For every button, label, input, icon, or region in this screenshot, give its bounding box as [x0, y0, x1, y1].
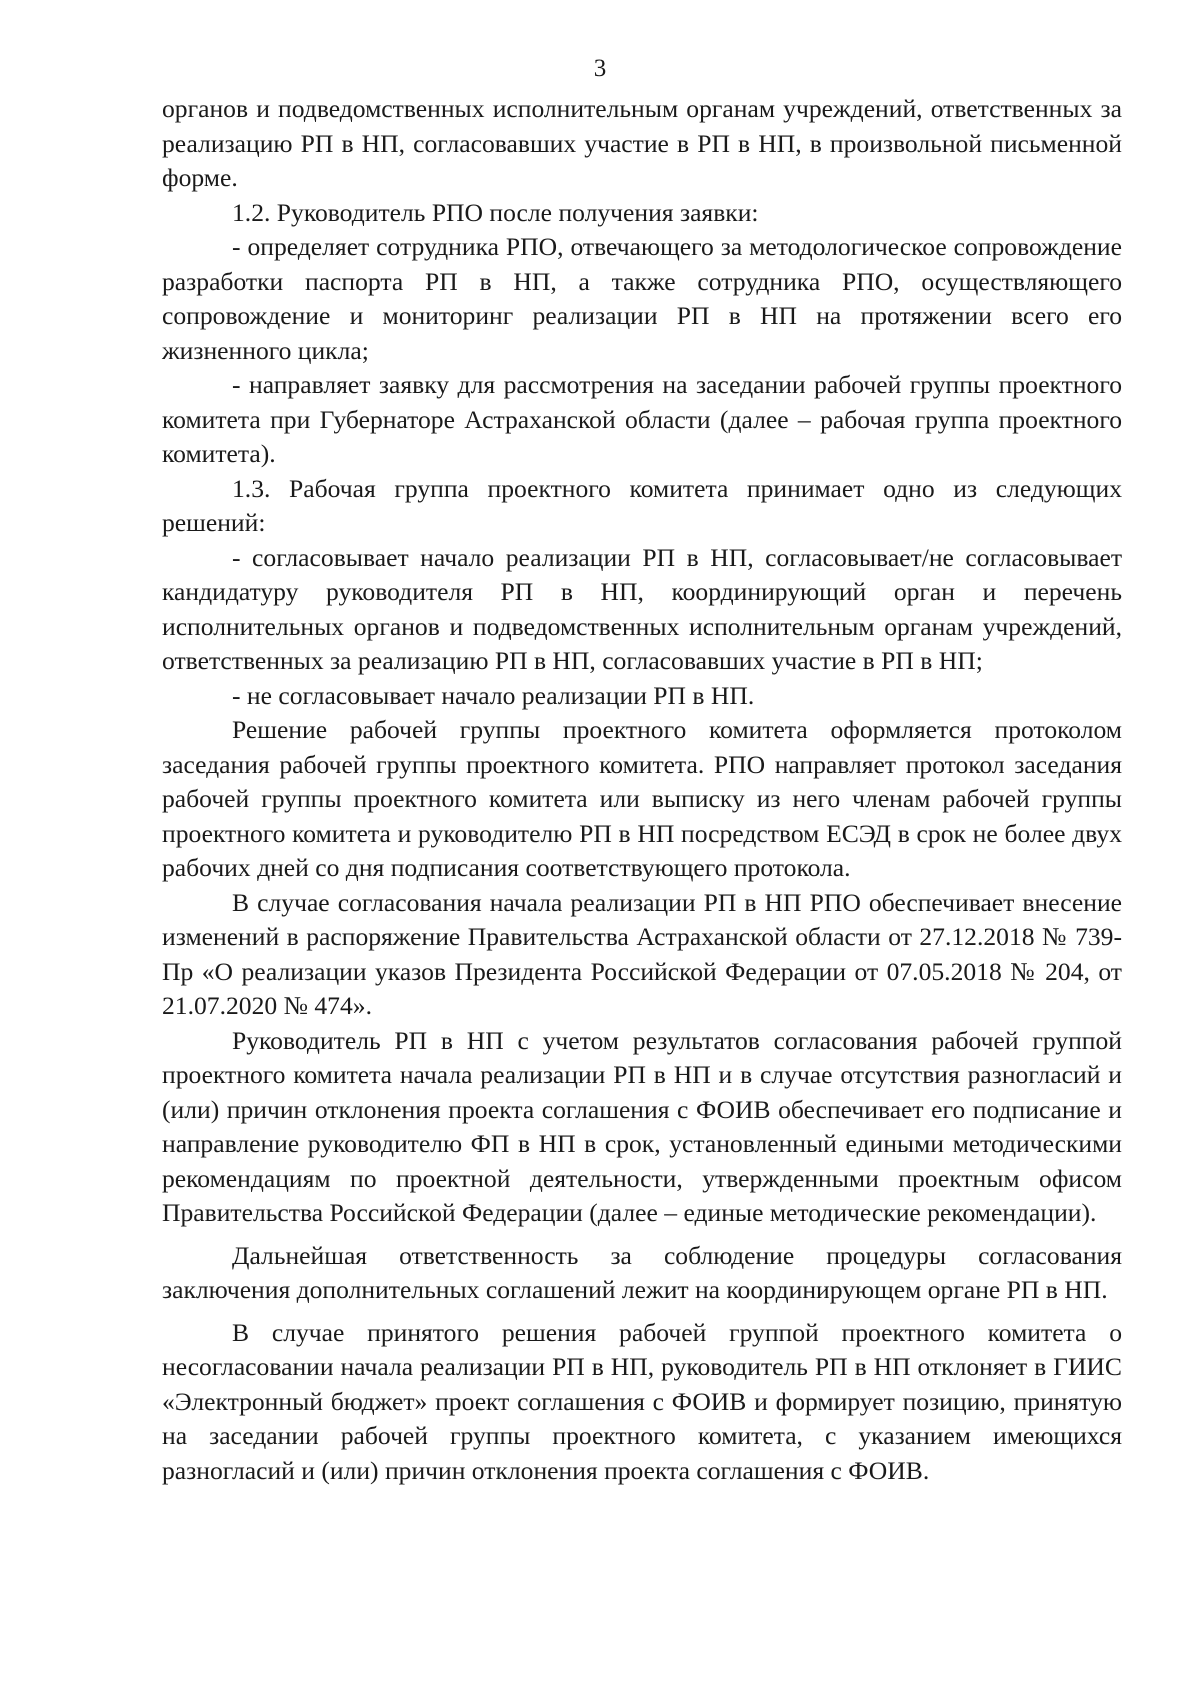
paragraph-clause-1-3: 1.3. Рабочая группа проектного комитета принимает одно из следующих решений:	[162, 473, 1122, 537]
paragraph-item-approves: - согласовывает начало реализации РП в НП, согласовывает/не согласовывает кандидатуру руководителя РП в НП, координирующий орган и перечень исполнительных органов и подведомственных исполнительным органам учреждений, ответственных за реализацию РП в НП, согласовавших участие в РП в НП;	[162, 542, 1122, 675]
paragraph-responsibility: Дальнейшая ответственность за соблюдение процедуры согласования заключения дополнительных соглашений лежит на координирующем органе РП в НП.	[162, 1240, 1122, 1304]
page-number: 3	[593, 55, 607, 82]
document-body	[162, 92, 1122, 1488]
paragraph-approval-changes: В случае согласования начала реализации РП в НП РПО обеспечивает внесение изменений в распоряжение Правительства Астраханской области от 27.12.2018 № 739-Пр «О реализации указов Президента Российской Федерации от 07.05.2018 № 204, от 21.07.2020 № 474».	[162, 887, 1122, 1020]
paragraph-item-determines: - определяет сотрудника РПО, отвечающего за методологическое сопровождение разработки паспорта РП в НП, а также сотрудника РПО, осуществляющего сопровождение и мониторинг реализации РП в НП на протяжении всего его жизненного цикла;	[162, 232, 1122, 365]
paragraph-clause-1-2: 1.2. Руководитель РПО после получения заявки:	[232, 197, 759, 227]
paragraph-decision-protocol: Решение рабочей группы проектного комитета оформляется протоколом заседания рабочей группы проектного комитета. РПО направляет протокол заседания рабочей группы проектного комитета или выписку из него членам рабочей группы проектного комитета и руководителю РП в НП посредством ЕСЭД в срок не более двух рабочих дней со дня подписания соответствующего протокола.	[162, 715, 1122, 882]
paragraph-rejection: В случае принятого решения рабочей группой проектного комитета о несогласовании начала реализации РП в НП, руководитель РП в НП отклоняет в ГИИС «Электронный бюджет» проект соглашения с ФОИВ и формирует позицию, принятую на заседании рабочей группы проектного комитета, с указанием имеющихся разногласий и (или) причин отклонения проекта соглашения с ФОИВ.	[162, 1317, 1122, 1485]
paragraph-item-sends: - направляет заявку для рассмотрения на заседании рабочей группы проектного комитета при Губернаторе Астраханской области (далее – рабочая группа проектного комитета).	[162, 370, 1122, 468]
paragraph-continuation: органов и подведомственных исполнительным органам учреждений, ответственных за реализацию РП в НП, согласовавших участие в РП в НП, в произвольной письменной форме.	[162, 94, 1122, 192]
paragraph-project-head: Руководитель РП в НП с учетом результатов согласования рабочей группой проектного комитета начала реализации РП в НП и в случае отсутствия разногласий и (или) причин отклонения проекта соглашения с ФОИВ обеспечивает его подписание и направление руководителю ФП в НП в срок, установленный едиными методическими рекомендациям по проектной деятельности, утвержденными проектным офисом Правительства Российской Федерации (далее – единые методические рекомендации).	[162, 1025, 1122, 1227]
paragraph-item-rejects: - не согласовывает начало реализации РП в НП.	[232, 680, 755, 710]
